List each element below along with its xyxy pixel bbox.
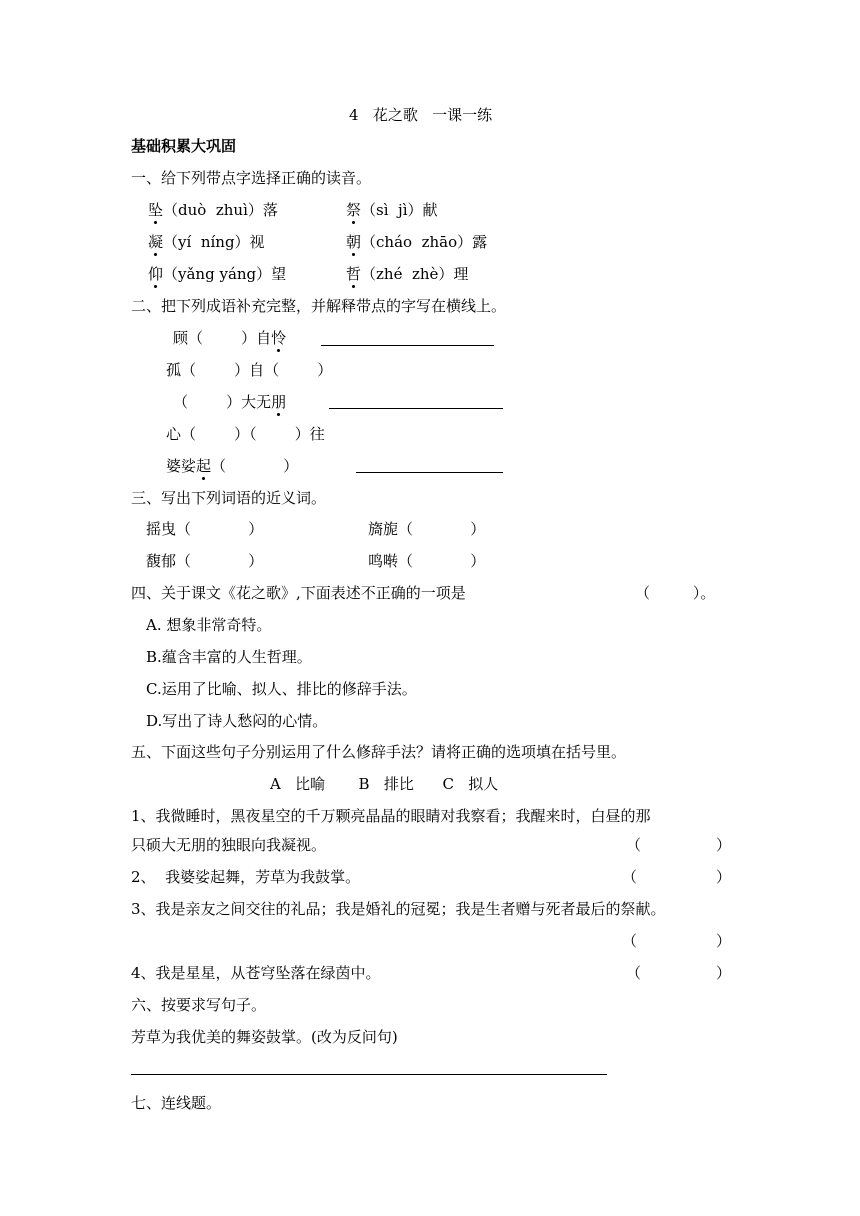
idiom-text: 婆娑 — [166, 457, 197, 475]
dotted-char: 祭 — [346, 201, 362, 219]
idiom-text: 顾（ ）自 — [173, 329, 272, 347]
option-b: B.蕴含丰富的人生哲理。 — [146, 648, 312, 666]
synonym-item: 旖旎（ ） — [368, 520, 486, 538]
q2-heading: 二、把下列成语补充完整，并解释带点的字写在横线上。 — [131, 297, 507, 315]
sentence-2: 2、 我婆娑起舞，芳草为我鼓掌。 — [131, 868, 361, 886]
q6-sentence: 芳草为我优美的舞姿鼓掌。(改为反问句) — [131, 1028, 398, 1046]
dotted-char: 哲 — [346, 265, 362, 283]
idiom-item — [166, 456, 298, 476]
answer-paren-left[interactable]: （ — [626, 836, 642, 854]
q1-item — [148, 200, 278, 220]
option-d: D.写出了诗人愁闷的心情。 — [146, 712, 328, 730]
option-a: A. 想象非常奇特。 — [146, 616, 272, 634]
section-heading: 基础积累大巩固 — [131, 137, 237, 155]
pinyin-options: （yí níng）视 — [163, 233, 265, 251]
answer-line[interactable] — [131, 1074, 607, 1075]
sentence-1-cont: 只硕大无朋的独眼向我凝视。 — [131, 836, 327, 854]
q6-heading: 六、按要求写句子。 — [131, 996, 267, 1014]
pinyin-options: （duò zhuì）落 — [163, 201, 278, 219]
pinyin-options: （sì jì）献 — [361, 201, 438, 219]
synonym-item: 馥郁（ ） — [146, 552, 264, 570]
pinyin-options: （cháo zhāo）露 — [361, 233, 488, 251]
idiom-item — [173, 328, 286, 348]
answer-line[interactable] — [356, 472, 503, 473]
dotted-char: 仰 — [148, 265, 164, 283]
dotted-char: 朝 — [346, 233, 362, 251]
answer-paren-left[interactable]: （ — [622, 932, 638, 950]
pinyin-options: （yǎng yáng）望 — [163, 265, 287, 283]
dotted-char: 起 — [196, 457, 212, 475]
answer-paren-right[interactable]: ） — [716, 932, 732, 950]
answer-paren[interactable]: （ ）。 — [635, 584, 716, 602]
sentence-1: 1、我微睡时，黑夜星空的千万颗亮晶晶的眼睛对我察看；我醒来时，白昼的那 — [131, 807, 651, 825]
dotted-char: 朋 — [271, 393, 287, 411]
q1-heading: 一、给下列带点字选择正确的读音。 — [131, 169, 372, 187]
answer-paren-left[interactable]: （ — [622, 868, 638, 886]
option-c: C.运用了比喻、拟人、排比的修辞手法。 — [146, 680, 417, 698]
dotted-char: 怜 — [271, 329, 287, 347]
answer-line[interactable] — [321, 345, 494, 346]
answer-line[interactable] — [329, 408, 503, 409]
answer-paren-right[interactable]: ） — [716, 868, 732, 886]
dotted-char: 坠 — [148, 201, 164, 219]
q3-heading: 三、写出下列词语的近义词。 — [131, 489, 327, 507]
sentence-4: 4、我是星星，从苍穹坠落在绿茵中。 — [131, 964, 381, 982]
q5-heading: 五、下面这些句子分别运用了什么修辞手法？请将正确的选项填在括号里。 — [131, 743, 627, 761]
answer-paren-right[interactable]: ） — [716, 836, 732, 854]
answer-paren-right[interactable]: ） — [716, 964, 732, 982]
q1-item — [148, 264, 286, 284]
q1-item — [148, 232, 265, 252]
idiom-item: 心（ ）（ ）往 — [166, 425, 325, 443]
synonym-item: 鸣啭（ ） — [368, 552, 486, 570]
page-title: 4 花之歌 一课一练 — [349, 106, 493, 124]
idiom-text: （ ）大无 — [173, 393, 272, 411]
rhetoric-choices: A 比喻 B 排比 C 拟人 — [270, 775, 499, 793]
pinyin-options: （zhé zhè）理 — [361, 265, 469, 283]
q1-item — [346, 264, 468, 284]
idiom-item: 孤（ ）自（ ） — [166, 361, 333, 379]
dotted-char: 凝 — [148, 233, 164, 251]
q1-item — [346, 200, 438, 220]
answer-paren-left[interactable]: （ — [626, 964, 642, 982]
q1-item — [346, 232, 487, 252]
synonym-item: 摇曳（ ） — [146, 520, 264, 538]
q4-heading: 四、关于课文《花之歌》,下面表述不正确的一项是 — [131, 584, 466, 602]
sentence-3: 3、我是亲友之间交往的礼品；我是婚礼的冠冕；我是生者赠与死者最后的祭献。 — [131, 900, 666, 918]
idiom-item — [173, 392, 286, 412]
q7-heading: 七、连线题。 — [131, 1094, 222, 1112]
idiom-paren: （ ） — [211, 457, 299, 475]
